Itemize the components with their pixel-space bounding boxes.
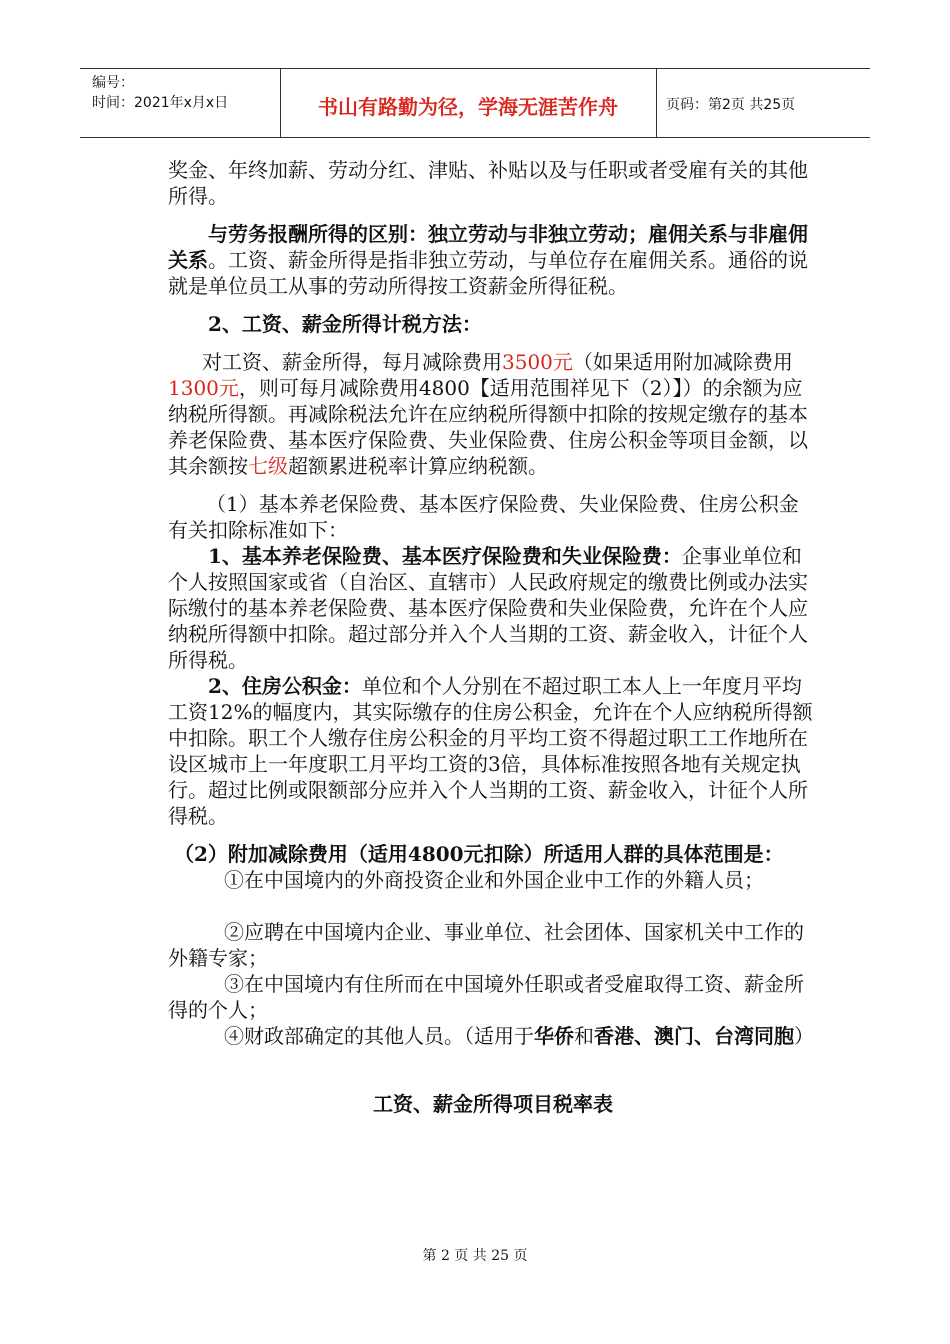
text: 单位和个人分别在不超过职工本人上一年度月平均工资12%的幅度内，其实际缴存的住房公积金，允许在个人应纳税所得额中扣除。职工个人缴存住房公积金的月平均工资不得超过职工工作地所在设区城市上一年度职工月平均工资的3倍，具体标准按照各地有关规定执行。超过比例或限额部分应并入个人当期的工资、薪金收入，计征个人所得税。 bbox=[168, 674, 813, 828]
text: ） bbox=[794, 1024, 814, 1048]
highlight-text: 3500元 bbox=[502, 350, 573, 374]
list-item bbox=[168, 1023, 818, 1049]
text: （如果适用附加减除费用 bbox=[572, 350, 793, 374]
bold-text: 2、住房公积金： bbox=[208, 674, 362, 698]
bold-text: 与劳务报酬所得的区别：独立劳动与非独立劳动；雇佣关系与非雇佣关系 bbox=[168, 222, 808, 272]
paragraph: 奖金、年终加薪、劳动分红、津贴、补贴以及与任职或者受雇有关的其他所得。 bbox=[168, 158, 808, 208]
paragraph bbox=[168, 349, 818, 479]
list-item: ②应聘在中国境内企业、事业单位、社会团体、国家机关中工作的外籍专家； bbox=[168, 920, 804, 970]
header-page-info: 页码：第2页 共25页 bbox=[666, 97, 796, 113]
table-title: 工资、薪金所得项目税率表 bbox=[373, 1092, 613, 1116]
text: 和 bbox=[574, 1024, 594, 1048]
page-footer: 第 2 页 共 25 页 bbox=[422, 1248, 528, 1264]
header-divider bbox=[656, 69, 657, 137]
text: 超额累进税率计算应纳税额。 bbox=[288, 454, 548, 478]
paragraph bbox=[168, 543, 818, 673]
page-header bbox=[80, 68, 870, 138]
text: 。工资、薪金所得是指非独立劳动，与单位存在雇佣关系。通俗的说就是单位员工从事的劳动所得按工资薪金所得征税。 bbox=[168, 248, 808, 298]
header-motto: 书山有路勤为径，学海无涯苦作舟 bbox=[318, 95, 618, 119]
header-code-label: 编号： bbox=[92, 75, 134, 91]
document-body bbox=[168, 157, 818, 1117]
paragraph bbox=[168, 673, 818, 829]
list-item: ①在中国境内的外商投资企业和外国企业中工作的外籍人员； bbox=[224, 868, 764, 892]
bold-text: 香港、澳门、台湾同胞 bbox=[594, 1024, 794, 1048]
highlight-text: 1300元 bbox=[168, 376, 239, 400]
section-heading: （2）附加减除费用（适用4800元扣除）所适用人群的具体范围是： bbox=[174, 842, 784, 866]
list-item: ③在中国境内有住所而在中国境外任职或者受雇取得工资、薪金所得的个人； bbox=[168, 972, 804, 1022]
header-date: 时间：2021年x月x日 bbox=[92, 95, 229, 111]
section-heading: 2、工资、薪金所得计税方法： bbox=[208, 312, 482, 336]
text: ④财政部确定的其他人员。（适用于 bbox=[224, 1024, 534, 1048]
paragraph: （1）基本养老保险费、基本医疗保险费、失业保险费、住房公积金有关扣除标准如下： bbox=[168, 492, 799, 542]
header-meta bbox=[92, 73, 228, 113]
bold-text: 1、基本养老保险费、基本医疗保险费和失业保险费： bbox=[208, 544, 682, 568]
highlight-text: 七级 bbox=[248, 454, 288, 478]
text: 对工资、薪金所得，每月减除费用 bbox=[202, 350, 502, 374]
bold-text: 华侨 bbox=[534, 1024, 574, 1048]
text: 企事业单位和个人按照国家或省（自治区、直辖市）人民政府规定的缴费比例或办法实际缴付的基本养老保险费、基本医疗保险费和失业保险费，允许在个人应纳税所得额中扣除。超过部分并入个人当期的工资、薪金收入，计征个人所得税。 bbox=[168, 544, 808, 672]
text: ，则可每月减除费用4800【适用范围祥见下（2）】）的余额为应纳税所得额。再减除税法允许在应纳税所得额中扣除的按规定缴存的基本养老保险费、基本医疗保险费、失业保险费、住房公积金等项目金额，以其余额按 bbox=[168, 376, 808, 478]
paragraph bbox=[168, 221, 818, 299]
